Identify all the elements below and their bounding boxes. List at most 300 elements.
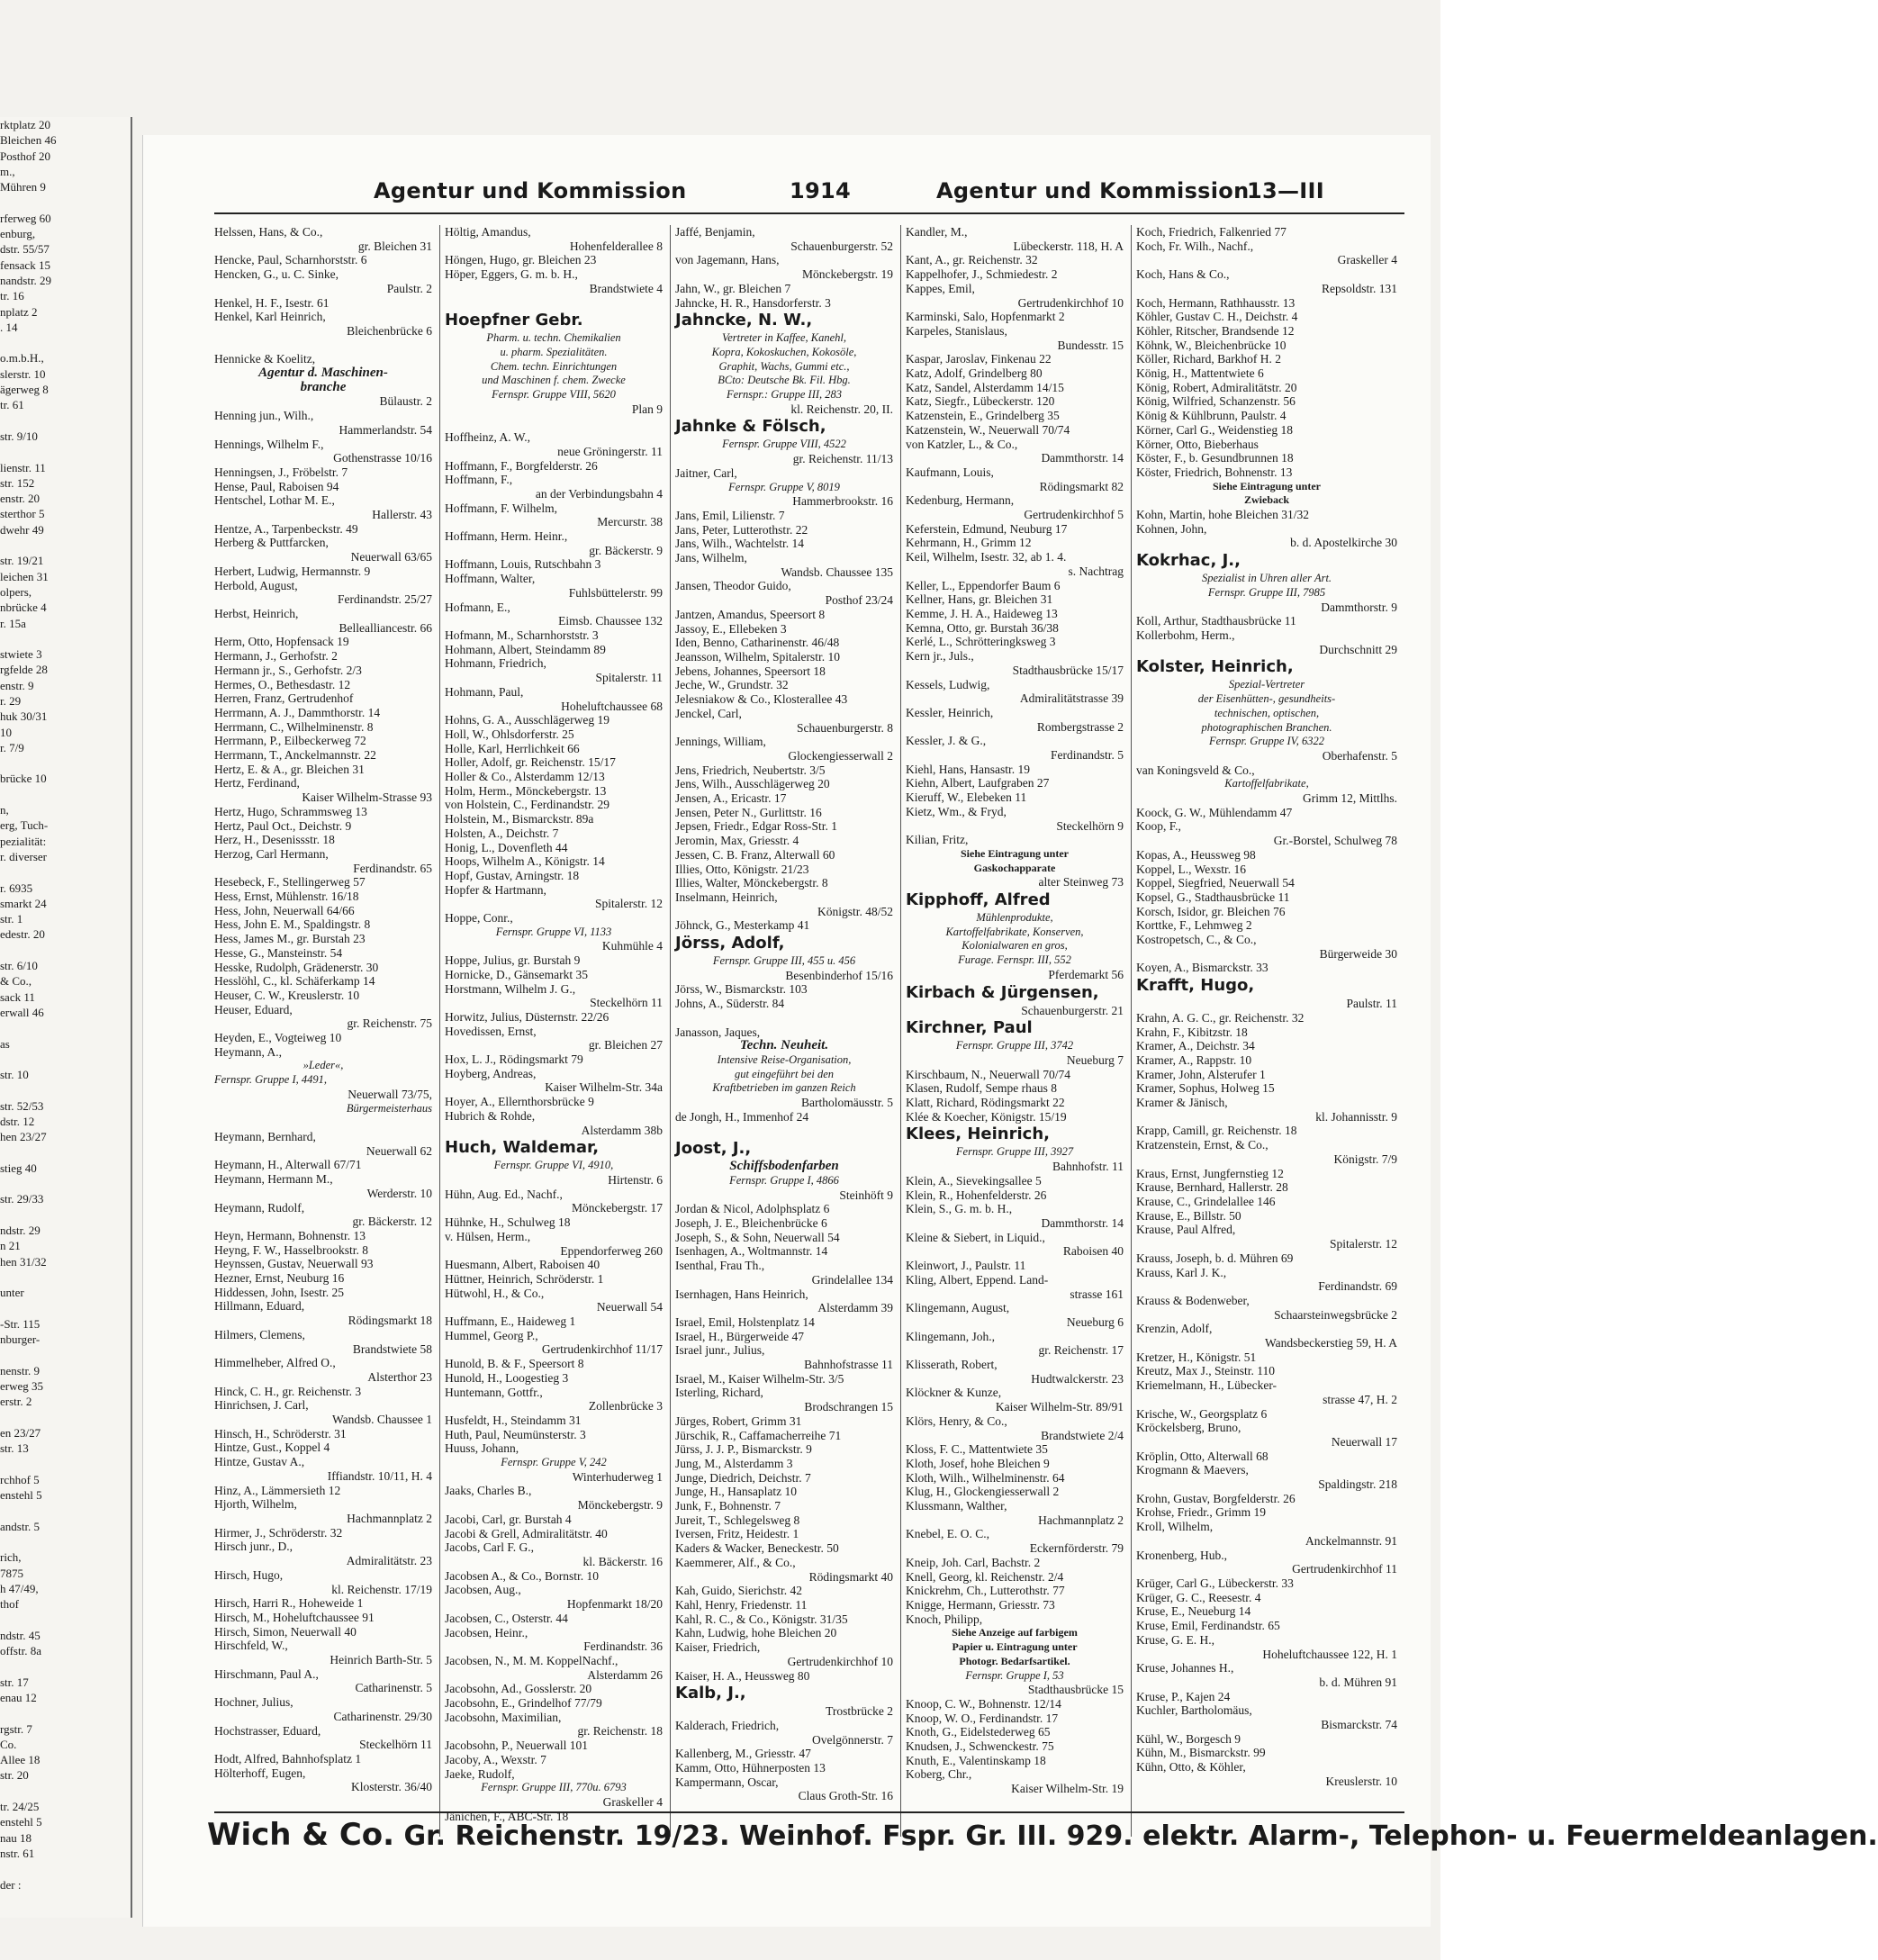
directory-entry: Kratzenstein, Ernst, & Co., bbox=[1136, 1138, 1269, 1152]
directory-entry: Fernspr. Gruppe VIII, 4522 bbox=[722, 438, 846, 451]
margin-fragment: -Str. 115 bbox=[0, 1316, 41, 1331]
directory-entry: Siehe Anzeige auf farbigem bbox=[952, 1626, 1078, 1639]
directory-entry: Herzog, Carl Hermann, bbox=[214, 846, 329, 861]
directory-entry: Klée & Koecher, Königstr. 15/19 bbox=[906, 1109, 1067, 1124]
directory-entry: Jaeke, Rudolf, bbox=[445, 1766, 515, 1781]
directory-entry: Jacobsen, Aug., bbox=[445, 1583, 521, 1597]
margin-fragment bbox=[0, 413, 131, 429]
directory-entry: Karminski, Salo, Hopfenmarkt 2 bbox=[906, 310, 1065, 324]
directory-entry: Kaiser, Friedrich, bbox=[675, 1640, 761, 1655]
directory-entry: Klörs, Henry, & Co., bbox=[906, 1414, 1007, 1428]
directory-entry: Kiehl, Hans, Hansastr. 19 bbox=[906, 762, 1030, 776]
directory-entry: Hirmer, J., Schröderstr. 32 bbox=[214, 1525, 343, 1540]
directory-entry: Krause, E., Billstr. 50 bbox=[1136, 1208, 1241, 1223]
directory-entry: Gertrudenkirchhof 5 bbox=[1024, 508, 1124, 522]
margin-fragment: r. 6935 bbox=[0, 881, 33, 895]
directory-entry: Iversen, Fritz, Heidestr. 1 bbox=[675, 1527, 799, 1541]
directory-entry: Hermann, J., Gerhofstr. 2 bbox=[214, 649, 338, 664]
directory-entry: Spezial-Vertreter bbox=[1228, 678, 1305, 691]
directory-entry: Schauenburgerstr. 8 bbox=[797, 720, 893, 735]
directory-entry: Rödingsmarkt 40 bbox=[808, 1569, 893, 1584]
directory-entry: Hopfer & Hartmann, bbox=[445, 882, 546, 897]
directory-entry: Hoops, Wilhelm A., Königstr. 14 bbox=[445, 854, 605, 869]
directory-entry: Krüger, Carl G., Lübeckerstr. 33 bbox=[1136, 1576, 1294, 1590]
directory-entry: Kraus, Ernst, Jungfernstieg 12 bbox=[1136, 1166, 1284, 1180]
directory-entry: Gertrudenkirchhof 11/17 bbox=[541, 1342, 663, 1357]
directory-entry: Hox, L. J., Rödingsmarkt 79 bbox=[445, 1052, 583, 1067]
directory-entry: Kessler, Heinrich, bbox=[906, 705, 994, 719]
page-header bbox=[239, 178, 1409, 214]
directory-entry: Fernspr. Gruppe III, 3927 bbox=[955, 1145, 1074, 1159]
directory-entry: Winterhuderweg 1 bbox=[572, 1469, 663, 1484]
directory-entry: Herren, Franz, Gertrudenhof bbox=[214, 691, 354, 706]
directory-entry: Kappes, Emil, bbox=[906, 281, 975, 295]
margin-fragment bbox=[0, 1020, 131, 1035]
directory-entry: Kahn, Ludwig, hohe Bleichen 20 bbox=[675, 1626, 837, 1640]
firm-heading: Kokrhac, J., bbox=[1136, 551, 1241, 571]
footer-advertisement bbox=[207, 1817, 1878, 1853]
directory-entry: Fernspr. Gruppe I, 4866 bbox=[729, 1173, 839, 1187]
directory-entry: Hirsch, Harri R., Hoheweide 1 bbox=[214, 1596, 364, 1611]
directory-entry: Hesske, Rudolph, Grädenerstr. 30 bbox=[214, 960, 379, 974]
directory-entry: Kohnen, John, bbox=[1136, 521, 1207, 536]
directory-entry: Kreutz, Max J., Steinstr. 110 bbox=[1136, 1364, 1275, 1378]
margin-fragment: str. 20 bbox=[0, 1768, 29, 1783]
directory-entry: Kühn, Otto, & Köhler, bbox=[1136, 1760, 1246, 1775]
directory-entry: Kuchler, Bartholomäus, bbox=[1136, 1703, 1252, 1718]
directory-entry: Hentschel, Lothar M. E., bbox=[214, 493, 335, 508]
firm-heading: Krafft, Hugo, bbox=[1136, 976, 1255, 996]
directory-entry: Hertz, Ferdinand, bbox=[214, 776, 300, 790]
directory-entry: von Holstein, C., Ferdinandstr. 29 bbox=[445, 798, 609, 812]
margin-fragment: ndstr. 29 bbox=[0, 1224, 41, 1238]
directory-entry: Claus Groth-Str. 16 bbox=[798, 1789, 893, 1803]
directory-entry: Wandsb. Chaussee 135 bbox=[781, 565, 893, 579]
directory-entry: Bahnhofstrasse 11 bbox=[804, 1358, 893, 1372]
directory-entry: Krenzin, Adolf, bbox=[1136, 1322, 1213, 1336]
directory-entry: Junge, H., Hansaplatz 10 bbox=[675, 1485, 797, 1499]
firm-heading: Huch, Waldemar, bbox=[445, 1138, 600, 1158]
directory-entry: Henkel, H. F., Isestr. 61 bbox=[214, 295, 330, 310]
directory-entry: Jenckel, Carl, bbox=[675, 706, 742, 720]
directory-entry: Hofmann, M., Scharnhorststr. 3 bbox=[445, 628, 599, 642]
directory-entry bbox=[675, 1011, 893, 1025]
directory-entry: Jacobi & Grell, Admiralitätstr. 40 bbox=[445, 1526, 608, 1540]
directory-entry: Hoffmann, Louis, Rutschbahn 3 bbox=[445, 557, 601, 572]
margin-fragment: dstr. 12 bbox=[0, 1115, 35, 1128]
directory-entry bbox=[214, 1115, 432, 1130]
directory-entry: Jordan & Nicol, Adolphsplatz 6 bbox=[675, 1202, 830, 1216]
margin-fragment: offstr. 8a bbox=[0, 1644, 41, 1658]
directory-entry: Hühn, Aug. Ed., Nachf., bbox=[445, 1187, 563, 1201]
directory-entry: Gaskochapparate bbox=[973, 861, 1056, 874]
margin-fragment: edestr. 20 bbox=[0, 927, 45, 942]
directory-entry: Hirtenstr. 6 bbox=[608, 1173, 663, 1187]
margin-fragment: nbrücke 4 bbox=[0, 601, 47, 615]
directory-entry: Zollenbrücke 3 bbox=[588, 1399, 663, 1414]
directory-entry: Hummel, Georg P., bbox=[445, 1328, 538, 1342]
directory-entry: Kröckelsberg, Bruno, bbox=[1136, 1421, 1241, 1435]
margin-fragment: dwehr 49 bbox=[0, 522, 44, 537]
directory-entry: Hochner, Julius, bbox=[214, 1695, 293, 1710]
directory-entry: Ovelgönnerstr. 7 bbox=[812, 1732, 893, 1747]
directory-entry: Hachmannplatz 2 bbox=[347, 1511, 432, 1525]
directory-entry: Krohn, Gustav, Borgfelderstr. 26 bbox=[1136, 1491, 1296, 1505]
directory-entry: Eckernförderstr. 79 bbox=[1029, 1541, 1124, 1556]
directory-entry: Koberg, Chr., bbox=[906, 1767, 972, 1782]
directory-entry: Neuerwall 63/65 bbox=[350, 550, 432, 565]
directory-entry: Bülaustr. 2 bbox=[379, 394, 432, 409]
directory-entry: Kostropetsch, C., & Co., bbox=[1136, 933, 1257, 947]
directory-entry: Horstmann, Wilhelm J. G., bbox=[445, 981, 576, 996]
directory-entry: Höltig, Amandus, bbox=[445, 225, 531, 239]
directory-entry: Koch, Hermann, Rathhausstr. 13 bbox=[1136, 295, 1296, 310]
margin-fragment: rich, bbox=[0, 1550, 22, 1565]
directory-entry: Pferdemarkt 56 bbox=[1048, 967, 1124, 981]
directory-entry: Israel, Emil, Holstenplatz 14 bbox=[675, 1314, 815, 1329]
directory-entry: Krohse, Friedr., Grimm 19 bbox=[1136, 1505, 1266, 1520]
directory-entry: Dammthorstr. 14 bbox=[1041, 1216, 1124, 1230]
directory-entry: Jureit, T., Schlegelsweg 8 bbox=[675, 1513, 800, 1527]
directory-entry: de Jongh, H., Immenhof 24 bbox=[675, 1109, 809, 1124]
directory-entry: Jürschik, R., Caffamacherreihe 71 bbox=[675, 1428, 842, 1442]
margin-fragment: r. diverser bbox=[0, 849, 47, 863]
column-divider bbox=[439, 225, 440, 1837]
directory-entry: Hallerstr. 43 bbox=[372, 508, 432, 522]
directory-entry: Bellealliancestr. 66 bbox=[339, 620, 432, 635]
directory-entry: Katzenstein, E., Grindelberg 35 bbox=[906, 409, 1060, 423]
directory-entry: Mönckebergstr. 19 bbox=[802, 267, 893, 282]
directory-entry: Alsterdamm 38b bbox=[581, 1123, 663, 1137]
directory-entry: Trostbrücke 2 bbox=[826, 1704, 893, 1719]
directory-entry: Kriemelmann, H., Lübecker- bbox=[1136, 1378, 1278, 1393]
directory-entry: Knoop, C. W., Bohnenstr. 12/14 bbox=[906, 1696, 1061, 1711]
directory-entry: Krahn, A. G. C., gr. Reichenstr. 32 bbox=[1136, 1010, 1305, 1025]
directory-entry: Koch, Hans & Co., bbox=[1136, 267, 1230, 282]
directory-entry: Bleichenbrücke 6 bbox=[347, 323, 432, 338]
directory-entry: Eimsb. Chaussee 132 bbox=[558, 614, 663, 628]
directory-entry: Jelesniakow & Co., Klosterallee 43 bbox=[675, 692, 848, 707]
margin-fragment bbox=[0, 943, 131, 958]
directory-entry: Hencke, Paul, Scharnhorststr. 6 bbox=[214, 253, 367, 267]
margin-fragment: r. 15a bbox=[0, 616, 26, 630]
margin-fragment: enburg, bbox=[0, 227, 36, 241]
margin-fragment: en 23/27 bbox=[0, 1425, 41, 1440]
directory-entry: Katzenstein, W., Neuerwall 70/74 bbox=[906, 422, 1070, 437]
directory-entry: Jacobi, Carl, gr. Burstah 4 bbox=[445, 1512, 572, 1526]
directory-entry: Keil, Wilhelm, Isestr. 32, ab 1. 4. bbox=[906, 550, 1067, 565]
directory-entry: Kieruff, W., Elebeken 11 bbox=[906, 790, 1027, 805]
directory-entry: Hohmann, Paul, bbox=[445, 684, 524, 699]
directory-entry: Holl, W., Ohlsdorferstr. 25 bbox=[445, 727, 574, 741]
directory-entry: Jaaks, Charles B., bbox=[445, 1484, 532, 1498]
directory-entry: Hirsch, Simon, Neuerwall 40 bbox=[214, 1624, 357, 1639]
directory-entry: Inselmann, Heinrich, bbox=[675, 890, 778, 904]
column-divider bbox=[1131, 225, 1132, 1837]
directory-entry: Jacobsohn, E., Grindelhof 77/79 bbox=[445, 1696, 602, 1711]
directory-entry: Klisserath, Robert, bbox=[906, 1358, 998, 1372]
directory-entry: s. Nachtrag bbox=[1068, 564, 1124, 578]
directory-entry: Kietz, Wm., & Fryd, bbox=[906, 804, 1007, 818]
directory-entry: Hintze, Gust., Koppel 4 bbox=[214, 1441, 330, 1455]
directory-entry: Catharinenstr. 29/30 bbox=[333, 1709, 432, 1723]
directory-entry: Brandstwiete 58 bbox=[352, 1341, 432, 1356]
margin-fragment: erwall 46 bbox=[0, 1005, 44, 1019]
directory-entry: Köster, F., b. Gesundbrunnen 18 bbox=[1136, 451, 1294, 465]
margin-fragment: Allee 18 bbox=[0, 1753, 41, 1767]
directory-entry: Jans, Emil, Lilienstr. 7 bbox=[675, 508, 785, 522]
directory-entry: Kehrmann, H., Grimm 12 bbox=[906, 536, 1032, 550]
margin-fragment bbox=[0, 1861, 131, 1876]
directory-entry: Hovedissen, Ernst, bbox=[445, 1024, 537, 1038]
directory-entry: Janasson, Jaques, bbox=[675, 1025, 761, 1039]
directory-entry: Kilian, Fritz, bbox=[906, 833, 969, 847]
directory-entry: Kollerbohm, Herm., bbox=[1136, 628, 1235, 642]
directory-entry: Hesebeck, F., Stellingerweg 57 bbox=[214, 875, 366, 890]
directory-entry: b. d. Apostelkirche 30 bbox=[1290, 536, 1397, 550]
directory-entry: Kramer, Sophus, Holweg 15 bbox=[1136, 1081, 1275, 1096]
margin-fragment: enstehl 5 bbox=[0, 1488, 42, 1503]
directory-entry: Kappelhofer, J., Schmiedestr. 2 bbox=[906, 267, 1058, 282]
directory-entry: Jans, Wilhelm, bbox=[675, 551, 747, 565]
directory-entry: Fernspr. Gruppe I, 53 bbox=[965, 1668, 1064, 1682]
margin-fragment: str. 29/33 bbox=[0, 1192, 44, 1206]
margin-fragment bbox=[0, 194, 131, 210]
directory-entry: Illies, Walter, Mönckebergstr. 8 bbox=[675, 876, 828, 890]
directory-entry: Fuhlsbüttelerstr. 99 bbox=[568, 585, 663, 600]
directory-entry: Hess, John E. M., Spaldingstr. 8 bbox=[214, 917, 371, 932]
directory-entry: Jacobsen, N., M. M. KoppelNachf., bbox=[445, 1653, 618, 1667]
margin-fragment: Mühren 9 bbox=[0, 180, 46, 194]
directory-entry: Werderstr. 10 bbox=[366, 1186, 432, 1200]
directory-entry: Steckelhörn 11 bbox=[590, 996, 663, 1010]
directory-entry: Besenbinderhof 15/16 bbox=[785, 968, 893, 982]
directory-entry: Hjorth, Wilhelm, bbox=[214, 1497, 297, 1512]
directory-entry: Köster, Friedrich, Bohnenstr. 13 bbox=[1136, 465, 1293, 479]
directory-entry: Steinhöft 9 bbox=[839, 1188, 893, 1202]
directory-entry: »Leder«, bbox=[302, 1059, 344, 1072]
directory-entry: Kaiser Wilhelm-Str. 19 bbox=[1011, 1782, 1124, 1796]
directory-entry: Krische, W., Georgsplatz 6 bbox=[1136, 1406, 1268, 1421]
directory-entry: Hohmann, Friedrich, bbox=[445, 656, 546, 671]
directory-entry: Klosterstr. 36/40 bbox=[351, 1780, 432, 1794]
directory-entry: Jensen, Peter N., Gurlittstr. 16 bbox=[675, 805, 822, 819]
margin-fragment: nplatz 2 bbox=[0, 304, 38, 319]
margin-fragment: str. 6/10 bbox=[0, 959, 38, 973]
margin-fragment: erstr. 2 bbox=[0, 1395, 32, 1409]
directory-entry: Stadthausbrücke 15/17 bbox=[1012, 663, 1124, 677]
directory-entry: Fernspr. Gruppe IV, 6322 bbox=[1209, 735, 1324, 748]
firm-heading: Jahnke & Fölsch, bbox=[675, 417, 826, 437]
margin-fragment: str. 9/10 bbox=[0, 429, 38, 443]
directory-entry bbox=[675, 1124, 893, 1138]
margin-fragment bbox=[0, 1269, 131, 1285]
directory-entry: Hoffmann, Walter, bbox=[445, 572, 536, 586]
directory-entry: Jensen, A., Ericastr. 17 bbox=[675, 791, 787, 806]
directory-entry: Jepsen, Friedr., Edgar Ross-Str. 1 bbox=[675, 819, 837, 834]
directory-entry: Jacobsen, Heinr., bbox=[445, 1625, 528, 1639]
margin-fragment: brücke 10 bbox=[0, 772, 47, 786]
firm-heading: Kirchner, Paul bbox=[906, 1018, 1033, 1038]
directory-entry: und Maschinen f. chem. Zwecke bbox=[482, 374, 626, 387]
directory-entry: Knickrehm, Ch., Lutterothstr. 77 bbox=[906, 1584, 1065, 1598]
directory-entry: König, H., Mattentwiete 6 bbox=[1136, 366, 1264, 381]
directory-entry: strasse 47, H. 2 bbox=[1323, 1392, 1397, 1406]
directory-entry: Hudtwalckerstr. 23 bbox=[1031, 1371, 1124, 1386]
margin-fragment bbox=[0, 1503, 131, 1518]
directory-column-3 bbox=[675, 225, 893, 1803]
margin-fragment: stieg 40 bbox=[0, 1161, 37, 1175]
margin-fragment: fensack 15 bbox=[0, 257, 50, 272]
directory-entry: Fernspr. Gruppe VI, 4910, bbox=[493, 1159, 614, 1172]
directory-entry: Kruse, Johannes H., bbox=[1136, 1661, 1234, 1675]
directory-entry: Körner, Otto, Bieberhaus bbox=[1136, 437, 1259, 451]
margin-fragment: rgfelde 28 bbox=[0, 663, 48, 677]
directory-entry: Holler & Co., Alsterdamm 12/13 bbox=[445, 770, 605, 784]
directory-entry: Admiralitätstr. 23 bbox=[346, 1554, 432, 1568]
footer-text: Gr. Reichenstr. 19/23. Weinhof. Fspr. Gr. III. 929. elektr. Alarm-, Telephon- u. Feuermeldeanlagen. bbox=[403, 1820, 1878, 1852]
directory-entry: von Katzler, L., & Co., bbox=[906, 437, 1018, 451]
margin-fragment: str. 13 bbox=[0, 1441, 29, 1456]
directory-entry: Mühlenprodukte, bbox=[976, 911, 1053, 925]
margin-fragment: erg, Tuch- bbox=[0, 818, 49, 833]
directory-entry: Koock, G. W., Mühlendamm 47 bbox=[1136, 805, 1293, 819]
directory-entry: Hoffheinz, A. W., bbox=[445, 430, 530, 445]
directory-entry: Hoppe, Julius, gr. Burstah 9 bbox=[445, 953, 581, 968]
directory-entry: Isernhagen, Hans Heinrich, bbox=[675, 1287, 808, 1301]
directory-entry: Agentur d. Maschinen- bbox=[258, 366, 388, 381]
directory-entry: Iffiandstr. 10/11, H. 4 bbox=[327, 1468, 432, 1483]
firm-heading: Klees, Heinrich, bbox=[906, 1125, 1050, 1144]
directory-entry: Kerlé, L., Schrötteringksweg 3 bbox=[906, 635, 1056, 649]
directory-entry: Posthof 23/24 bbox=[825, 593, 893, 608]
directory-entry: Körner, Carl G., Weidenstieg 18 bbox=[1136, 422, 1293, 437]
directory-entry: Herbold, August, bbox=[214, 578, 298, 592]
directory-entry: Raboisen 40 bbox=[1062, 1244, 1124, 1259]
directory-entry: Hennings, Wilhelm F., bbox=[214, 437, 324, 451]
header-rule bbox=[214, 212, 1404, 214]
directory-entry: Herberg & Puttfarcken, bbox=[214, 536, 329, 550]
directory-entry: Kopsel, G., Stadthausbrücke 11 bbox=[1136, 890, 1290, 904]
directory-entry: Rödingsmarkt 82 bbox=[1039, 479, 1124, 493]
directory-entry: Hornicke, D., Gänsemarkt 35 bbox=[445, 967, 588, 981]
directory-entry: Kruse, Emil, Ferdinandstr. 65 bbox=[1136, 1619, 1280, 1633]
directory-entry: Bartholomäusstr. 5 bbox=[801, 1096, 893, 1110]
directory-entry: Stadthausbrücke 15 bbox=[1027, 1683, 1124, 1697]
directory-entry: Hirschmann, Paul A., bbox=[214, 1666, 319, 1681]
margin-fragment: nenstr. 9 bbox=[0, 1363, 41, 1377]
directory-entry: Brandstwiete 4 bbox=[589, 281, 663, 295]
directory-entry: Fernspr. Gruppe V, 8019 bbox=[728, 480, 840, 493]
directory-entry: Kiehn, Albert, Laufgraben 27 bbox=[906, 776, 1050, 790]
directory-entry: Hoffmann, Herm. Heinr., bbox=[445, 529, 568, 544]
directory-entry: Spaldingstr. 218 bbox=[1318, 1477, 1397, 1492]
directory-entry: gr. Reichenstr. 17 bbox=[1038, 1343, 1124, 1358]
directory-entry: Vertreter in Kaffee, Kanehl, bbox=[721, 331, 847, 345]
directory-entry: Hermann jr., S., Gerhofstr. 2/3 bbox=[214, 663, 362, 677]
directory-entry: Koop, F., bbox=[1136, 819, 1181, 834]
directory-entry: u. pharm. Spezialitäten. bbox=[500, 345, 608, 358]
directory-entry: gr. Bleichen 31 bbox=[357, 239, 432, 253]
margin-fragment: stwiete 3 bbox=[0, 647, 42, 662]
directory-entry: Holstein, M., Bismarckstr. 89a bbox=[445, 812, 594, 826]
margin-fragment bbox=[0, 1082, 131, 1097]
directory-entry: Hilmers, Clemens, bbox=[214, 1327, 305, 1341]
margin-fragment: r. 7/9 bbox=[0, 740, 24, 754]
directory-entry: Kretzer, H., Königstr. 51 bbox=[1136, 1350, 1257, 1364]
directory-entry: Junge, Diedrich, Deichstr. 7 bbox=[675, 1470, 811, 1485]
directory-entry: Kopas, A., Heussweg 98 bbox=[1136, 847, 1256, 862]
directory-entry: Hohns, G. A., Ausschlägerweg 19 bbox=[445, 713, 609, 727]
directory-entry: Gothenstrasse 10/16 bbox=[333, 451, 432, 465]
directory-entry: Kemme, J. H. A., Haideweg 13 bbox=[906, 606, 1058, 620]
header-right-title: Agentur und Kommission bbox=[936, 178, 1250, 203]
margin-fragment: nburger- bbox=[0, 1332, 41, 1347]
directory-entry: Jaffé, Benjamin, bbox=[675, 225, 755, 239]
directory-entry: Jeromin, Max, Griesstr. 4 bbox=[675, 834, 799, 848]
directory-entry: Kampermann, Oscar, bbox=[675, 1775, 779, 1789]
page-number: 13—III bbox=[1247, 178, 1324, 203]
directory-entry: gr. Reichenstr. 11/13 bbox=[792, 452, 893, 466]
margin-fragment: rchhof 5 bbox=[0, 1472, 40, 1486]
directory-entry: Paulstr. 11 bbox=[1346, 997, 1397, 1011]
margin-fragment: enstr. 9 bbox=[0, 678, 34, 692]
directory-entry: Hunold, B. & F., Speersort 8 bbox=[445, 1357, 584, 1371]
directory-entry: Furage. Fernspr. III, 552 bbox=[958, 953, 1071, 967]
directory-entry: Hoheluftchaussee 68 bbox=[561, 699, 663, 713]
directory-entry: Neueburg 6 bbox=[1066, 1314, 1124, 1329]
directory-entry: Heynssen, Gustav, Neuerwall 93 bbox=[214, 1257, 374, 1271]
directory-entry: Lübeckerstr. 118, H. A bbox=[1013, 239, 1124, 253]
directory-entry: Knell, Georg, kl. Reichenstr. 2/4 bbox=[906, 1569, 1064, 1584]
margin-fragment: m., bbox=[0, 164, 15, 178]
directory-entry: Eppendorferweg 260 bbox=[560, 1243, 663, 1258]
directory-entry: Herbert, Ludwig, Hermannstr. 9 bbox=[214, 564, 371, 578]
firm-heading: Kalb, J., bbox=[675, 1684, 746, 1703]
directory-entry: Krauss, Karl J. K., bbox=[1136, 1265, 1227, 1279]
column-divider bbox=[670, 225, 671, 1837]
margin-fragment: thof bbox=[0, 1597, 19, 1612]
directory-entry: Koll, Arthur, Stadthausbrücke 11 bbox=[1136, 614, 1296, 628]
directory-entry: Heyden, E., Vogteiweg 10 bbox=[214, 1031, 342, 1045]
directory-entry: Hüttner, Heinrich, Schröderstr. 1 bbox=[445, 1271, 604, 1286]
directory-entry: Kah, Guido, Sierichstr. 42 bbox=[675, 1584, 802, 1598]
directory-entry: Heinrich Barth-Str. 5 bbox=[330, 1653, 432, 1667]
footer-company: Wich & Co. bbox=[207, 1817, 395, 1853]
margin-fragment: Bleichen 46 bbox=[0, 133, 57, 148]
directory-entry: Herrmann, C., Wilhelminenstr. 8 bbox=[214, 719, 374, 734]
directory-entry: Kartoffelfabrikate, Konserven, bbox=[945, 925, 1084, 938]
directory-entry: Koch, Friedrich, Falkenried 77 bbox=[1136, 225, 1287, 239]
directory-entry: Holle, Karl, Herrlichkeit 66 bbox=[445, 741, 580, 755]
firm-heading: Jahncke, N. W., bbox=[675, 311, 813, 330]
directory-entry: Hohenfelderallee 8 bbox=[569, 239, 663, 253]
margin-fragment: huk 30/31 bbox=[0, 709, 48, 724]
directory-entry: Henkel, Karl Heinrich, bbox=[214, 310, 326, 324]
directory-entry: Klussmann, Walther, bbox=[906, 1499, 1007, 1513]
directory-entry: Hiddessen, John, Isestr. 25 bbox=[214, 1285, 344, 1299]
directory-entry: Hoppe, Conr., bbox=[445, 911, 513, 926]
directory-entry: Hoffmann, F., Borgfelderstr. 26 bbox=[445, 458, 598, 473]
directory-entry: Kedenburg, Hermann, bbox=[906, 493, 1015, 508]
directory-entry: Hochstrasser, Eduard, bbox=[214, 1723, 321, 1738]
directory-entry: v. Hülsen, Herm., bbox=[445, 1229, 531, 1243]
directory-entry: Heymann, A., bbox=[214, 1044, 282, 1059]
directory-entry: Kolonialwaren en gros, bbox=[962, 939, 1068, 953]
directory-entry: Schaarsteinwegsbrücke 2 bbox=[1274, 1307, 1397, 1322]
margin-fragment: olpers, bbox=[0, 584, 32, 599]
directory-entry: kl. Bäckerstr. 16 bbox=[582, 1554, 663, 1568]
